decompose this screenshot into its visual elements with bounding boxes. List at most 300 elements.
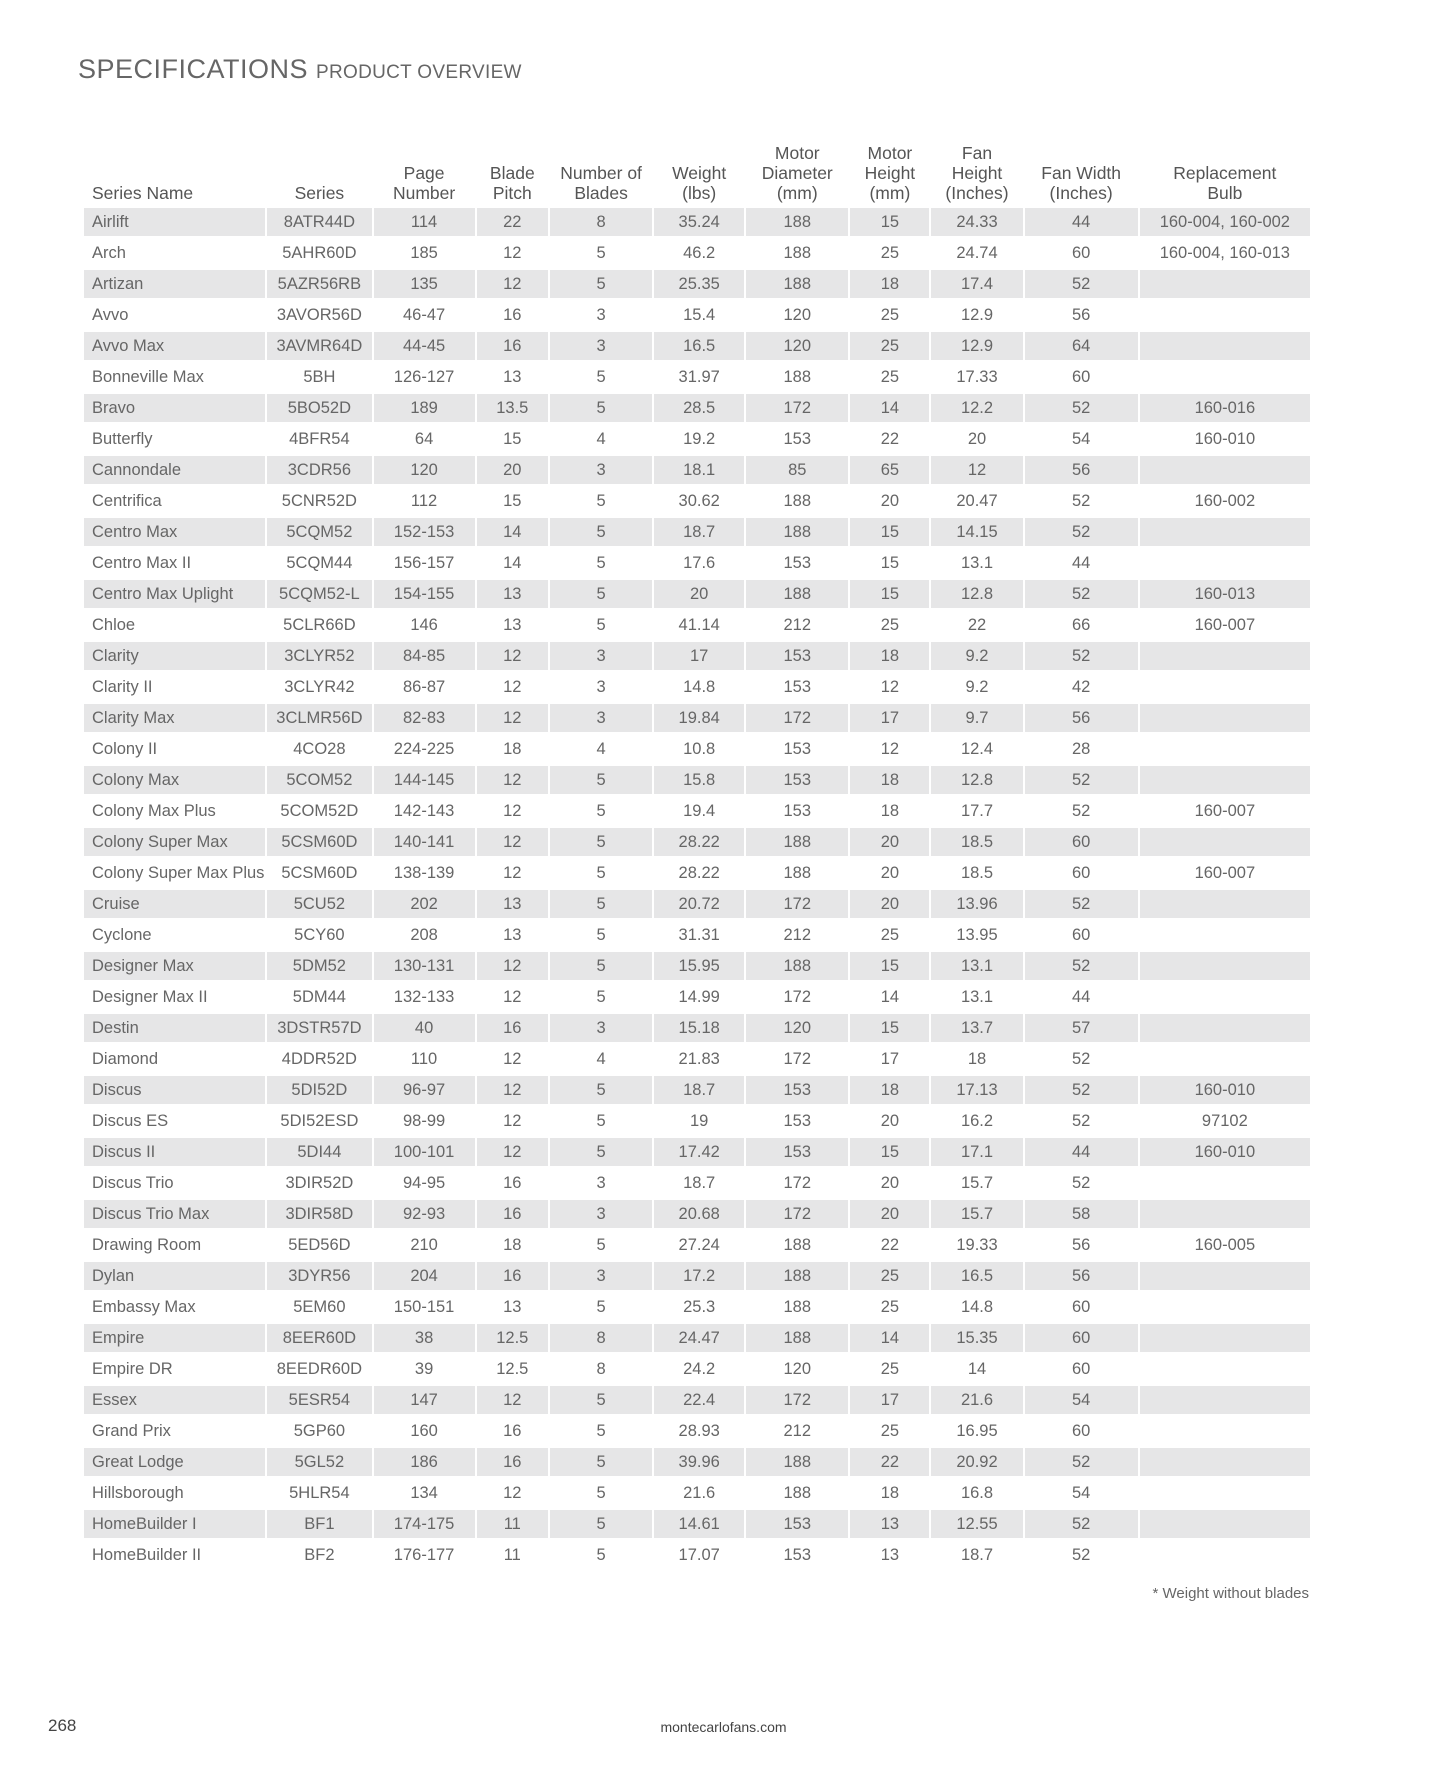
table-cell: Embassy Max (92, 1297, 196, 1316)
table-cell: Colony Max (84, 766, 265, 794)
table-cell: 12 (503, 987, 522, 1006)
table-cell: 153 (783, 1545, 812, 1564)
table-cell: 13.95 (956, 925, 998, 944)
table-row (84, 1417, 1310, 1445)
table-cell (1140, 673, 1310, 701)
table-cell: 15 (850, 1138, 929, 1166)
table-cell: 22 (850, 1448, 929, 1476)
column-header (850, 143, 929, 205)
table-cell: 188 (783, 367, 812, 386)
table-cell: 52 (1025, 1510, 1138, 1538)
table-cell (1140, 1386, 1310, 1414)
table-cell: 18.5 (931, 828, 1022, 856)
table-cell: 188 (746, 208, 848, 236)
table-cell: 153 (746, 1138, 848, 1166)
table-cell: 153 (783, 429, 812, 448)
table-row (84, 859, 1310, 887)
table-cell: 15 (850, 208, 929, 236)
table-cell: 17.1 (931, 1138, 1022, 1166)
table-cell: 8ATR44D (267, 208, 371, 236)
table-cell: 144-145 (374, 766, 475, 794)
table-cell: 172 (746, 704, 848, 732)
table-cell: 60 (1025, 828, 1138, 856)
table-cell: Centrifica (92, 491, 162, 510)
table-cell: 12 (477, 642, 548, 670)
column-header-line: Replacement (1173, 163, 1277, 183)
table-cell: 15 (850, 580, 929, 608)
table-cell: 188 (746, 270, 848, 298)
table-cell: 160-010 (1140, 1076, 1310, 1104)
table-cell: 25 (880, 305, 900, 324)
table-cell: 160-007 (1194, 801, 1256, 820)
table-cell: 208 (410, 925, 438, 944)
table-cell: 52 (1071, 1049, 1091, 1068)
table-cell (1140, 766, 1310, 794)
table-cell: 4 (596, 1049, 606, 1068)
table-cell: 54 (1071, 429, 1091, 448)
table-cell: 5 (550, 1138, 652, 1166)
table-cell: 112 (410, 491, 438, 510)
table-cell: 5 (596, 243, 606, 262)
table-cell: 172 (746, 394, 848, 422)
table-cell: 17.2 (654, 1262, 744, 1290)
table-cell: Butterfly (92, 429, 153, 448)
header-row (84, 143, 1310, 205)
table-cell: 212 (783, 1421, 812, 1440)
table-cell: 18.7 (654, 1076, 744, 1104)
table-cell: 212 (783, 615, 812, 634)
website-url: montecarlofans.com (660, 1719, 787, 1735)
table-cell (1140, 1045, 1310, 1073)
table-cell: 35.24 (654, 208, 744, 236)
table-cell: 3 (596, 677, 606, 696)
column-header-line: Number of (560, 163, 642, 183)
table-cell: 13 (503, 925, 522, 944)
table-cell: 20 (477, 456, 548, 484)
table-cell: 5 (550, 270, 652, 298)
table-cell: 60 (1071, 243, 1091, 262)
table-cell: 140-141 (374, 828, 475, 856)
table-cell: 12 (503, 1483, 522, 1502)
table-cell: 147 (374, 1386, 475, 1414)
table-cell (1140, 1293, 1310, 1321)
table-cell: 12 (880, 677, 900, 696)
table-cell (1140, 363, 1310, 391)
table-cell: 189 (374, 394, 475, 422)
column-header-line: Weight (672, 163, 727, 183)
table-cell: 15 (880, 553, 900, 572)
table-cell: 5CSM60D (281, 863, 358, 882)
table-cell: 5DM44 (292, 987, 346, 1006)
table-cell: Bravo (84, 394, 265, 422)
table-cell: 5DI52D (267, 1076, 371, 1104)
table-row (84, 797, 1310, 825)
table-cell: 5DM52 (267, 952, 371, 980)
table-cell: 15.95 (654, 952, 744, 980)
table-cell: 19.2 (683, 429, 716, 448)
table-cell: 39 (414, 1359, 434, 1378)
table-cell: 5BH (303, 367, 336, 386)
table-cell: Discus Trio (92, 1173, 174, 1192)
table-cell: 120 (746, 332, 848, 360)
table-row (84, 332, 1310, 360)
table-cell: 5CLR66D (283, 615, 356, 634)
table-cell: Artizan (84, 270, 265, 298)
table-cell: 12 (477, 1076, 548, 1104)
table-cell: 172 (746, 1386, 848, 1414)
table-cell: 85 (746, 456, 848, 484)
table-cell: 146 (410, 615, 438, 634)
table-cell: 5 (550, 890, 652, 918)
table-cell: 153 (783, 801, 812, 820)
page-number: 268 (48, 1716, 77, 1735)
table-cell: 13.1 (960, 987, 994, 1006)
table-cell: 12 (477, 952, 548, 980)
table-cell: 15 (503, 429, 522, 448)
table-cell: 18 (880, 1483, 900, 1502)
table-cell: 12 (477, 766, 548, 794)
table-cell: Discus II (84, 1138, 265, 1166)
table-cell: 18.7 (960, 1545, 994, 1564)
table-cell: 17.6 (683, 553, 716, 572)
table-cell: 150-151 (393, 1297, 455, 1316)
table-cell: 11 (477, 1510, 548, 1538)
table-cell: 12.4 (960, 739, 994, 758)
table-cell: 52 (1025, 394, 1138, 422)
table-cell: 17 (850, 704, 929, 732)
table-row (84, 1107, 1310, 1135)
table-cell: 18 (850, 1076, 929, 1104)
table-cell: 97102 (1201, 1111, 1248, 1130)
table-cell: 12 (931, 456, 1022, 484)
table-cell: 5GL52 (267, 1448, 371, 1476)
table-row (84, 487, 1310, 515)
table-row (84, 363, 1310, 391)
table-cell: 160-010 (1194, 429, 1256, 448)
table-cell: 12 (477, 704, 548, 732)
table-cell: Centro Max (84, 518, 265, 546)
table-row (84, 549, 1310, 577)
table-cell: 60 (1071, 1359, 1091, 1378)
table-cell: 20.92 (931, 1448, 1022, 1476)
table-cell: 5ESR54 (267, 1386, 371, 1414)
table-cell: HomeBuilder I (84, 1510, 265, 1538)
table-cell: 210 (410, 1235, 438, 1254)
table-cell: 134 (410, 1483, 438, 1502)
table-cell: 156-157 (393, 553, 455, 572)
table-cell: 188 (783, 491, 812, 510)
table-row (84, 208, 1310, 236)
table-cell: 30.62 (678, 491, 720, 510)
table-cell: 3CLYR42 (284, 677, 355, 696)
table-cell: 20 (850, 1200, 929, 1228)
table-cell: 20.68 (654, 1200, 744, 1228)
table-cell: 5HLR54 (289, 1483, 350, 1502)
table-cell: 5 (596, 1111, 606, 1130)
table-cell: 52 (1025, 580, 1138, 608)
column-header-line: (Inches) (1049, 183, 1113, 203)
table-cell: 96-97 (374, 1076, 475, 1104)
column-header-line: Page (403, 163, 445, 183)
table-cell: 20 (967, 429, 987, 448)
table-cell: 15.8 (654, 766, 744, 794)
table-cell: Diamond (92, 1049, 159, 1068)
column-header (1140, 143, 1310, 205)
table-cell: 52 (1025, 642, 1138, 670)
table-row (84, 1324, 1310, 1352)
column-header (374, 143, 475, 205)
table-cell: 13.7 (931, 1014, 1022, 1042)
table-cell: 20 (850, 890, 929, 918)
table-cell: Centro Max II (92, 553, 192, 572)
table-cell: 5 (550, 1510, 652, 1538)
table-cell (1140, 549, 1310, 577)
table-cell: 57 (1025, 1014, 1138, 1042)
column-header (654, 143, 744, 205)
table-cell: 15.4 (683, 305, 716, 324)
table-cell: 15 (503, 491, 522, 510)
table-cell: 160-007 (1194, 863, 1256, 882)
table-cell: 15 (850, 518, 929, 546)
table-cell: 5GP60 (293, 1421, 346, 1440)
table-row (84, 1045, 1310, 1073)
table-cell: 22.4 (654, 1386, 744, 1414)
table-cell (1140, 1200, 1310, 1228)
table-cell: 13.96 (931, 890, 1022, 918)
table-cell: 54 (1025, 1386, 1138, 1414)
table-cell: 5ED56D (288, 1235, 351, 1254)
table-row (84, 1231, 1310, 1259)
table-cell: 5BO52D (267, 394, 371, 422)
table-cell: 19 (689, 1111, 709, 1130)
table-cell: 16 (503, 1421, 522, 1440)
table-cell (1140, 828, 1310, 856)
table-cell: 13 (503, 1297, 522, 1316)
table-cell: 5 (596, 987, 606, 1006)
table-cell: 3DIR58D (267, 1200, 371, 1228)
table-cell: Discus Trio Max (84, 1200, 265, 1228)
table-row (84, 301, 1310, 329)
table-cell: Colony II (92, 739, 158, 758)
table-row (84, 1169, 1310, 1197)
table-cell: 11 (503, 1545, 521, 1564)
table-cell: Discus ES (92, 1111, 169, 1130)
table-cell: 20 (880, 1173, 900, 1192)
table-cell: 3 (550, 1014, 652, 1042)
table-cell: 25 (880, 243, 900, 262)
table-cell: 172 (746, 890, 848, 918)
table-cell: 22 (880, 429, 900, 448)
table-cell (1140, 921, 1310, 949)
table-cell: 52 (1025, 1448, 1138, 1476)
table-cell (1140, 301, 1310, 329)
table-cell: 21.6 (683, 1483, 716, 1502)
table-cell: 9.7 (931, 704, 1022, 732)
table-cell (1140, 1169, 1310, 1197)
footnote: * Weight without blades (1152, 1585, 1309, 1602)
table-cell: 5 (550, 394, 652, 422)
table-cell: 44 (1025, 1138, 1138, 1166)
column-header (550, 143, 652, 205)
table-cell: 19.84 (654, 704, 744, 732)
table-cell: 172 (783, 1173, 812, 1192)
table-cell: 10.8 (683, 739, 716, 758)
table-row (84, 1293, 1310, 1321)
table-row (84, 1014, 1310, 1042)
table-cell: 188 (746, 952, 848, 980)
table-cell: 21.83 (678, 1049, 720, 1068)
table-row (84, 673, 1310, 701)
table-cell: 5COM52 (267, 766, 371, 794)
table-row (84, 704, 1310, 732)
table-cell: Dylan (84, 1262, 265, 1290)
table-cell: 16 (477, 1200, 548, 1228)
column-header-line: (mm) (869, 183, 911, 203)
table-cell: 16 (477, 1014, 548, 1042)
column-header-line: Series (294, 183, 345, 203)
table-row (84, 518, 1310, 546)
table-cell: 3 (550, 1200, 652, 1228)
table-cell: 52 (1071, 1111, 1091, 1130)
table-cell: 19.33 (956, 1235, 998, 1254)
table-cell: 46.2 (683, 243, 716, 262)
table-body (84, 208, 1310, 1569)
page-title (78, 54, 522, 85)
table-cell: 24.33 (931, 208, 1022, 236)
table-cell: 16.8 (960, 1483, 994, 1502)
table-cell: 25 (850, 1262, 929, 1290)
table-cell: 14 (477, 518, 548, 546)
table-cell: 5 (596, 1421, 606, 1440)
table-cell: 110 (410, 1049, 438, 1068)
table-cell (1140, 332, 1310, 360)
table-cell: 13 (880, 1545, 900, 1564)
table-cell: 126-127 (393, 367, 455, 386)
table-cell: 3 (550, 1262, 652, 1290)
table-cell: 18 (880, 801, 900, 820)
table-cell (1140, 1014, 1310, 1042)
table-cell: 17 (850, 1386, 929, 1414)
table-cell: 52 (1071, 491, 1091, 510)
table-cell: 160-010 (1140, 1138, 1310, 1166)
table-cell: Empire DR (92, 1359, 173, 1378)
table-cell: 22 (880, 1235, 900, 1254)
table-cell: 16.5 (931, 1262, 1022, 1290)
table-cell: 17.13 (931, 1076, 1022, 1104)
table-cell: 5DI44 (267, 1138, 371, 1166)
table-cell (1140, 1479, 1310, 1507)
table-cell: BF1 (267, 1510, 371, 1538)
table-cell: 31.97 (678, 367, 720, 386)
table-cell: 5 (596, 615, 606, 634)
table-cell: 28.93 (678, 1421, 720, 1440)
table-cell: 14.99 (678, 987, 720, 1006)
table-cell: 160 (410, 1421, 438, 1440)
table-cell: 64 (1025, 332, 1138, 360)
table-cell: 18.7 (683, 1173, 716, 1192)
table-cell: 18 (850, 766, 929, 794)
column-header (84, 143, 265, 205)
table-cell: 28.22 (678, 863, 720, 882)
table-cell: 25 (880, 367, 900, 386)
table-cell (1140, 270, 1310, 298)
table-cell: 44 (1071, 553, 1091, 572)
table-cell: 25.35 (654, 270, 744, 298)
table-cell: Designer Max II (92, 987, 208, 1006)
column-header (477, 143, 548, 205)
table-cell: 5 (596, 801, 606, 820)
table-cell: 14 (850, 1324, 929, 1352)
table-cell: 12 (503, 801, 522, 820)
table-row (84, 1448, 1310, 1476)
table-cell: 174-175 (374, 1510, 475, 1538)
table-cell: 12.8 (931, 580, 1022, 608)
table-cell: 94-95 (402, 1173, 446, 1192)
table-cell: 120 (783, 305, 812, 324)
table-cell: 18 (503, 1235, 522, 1254)
table-cell: 142-143 (393, 801, 455, 820)
table-cell: 12.2 (931, 394, 1022, 422)
table-cell: 15.35 (931, 1324, 1022, 1352)
table-cell: 8EER60D (267, 1324, 371, 1352)
table-cell (1140, 952, 1310, 980)
column-header-line: Fan (961, 143, 993, 163)
table-cell: 5 (596, 1297, 606, 1316)
column-header-line: Number (392, 183, 456, 203)
table-row (84, 1076, 1310, 1104)
table-cell: 13 (503, 615, 522, 634)
table-cell: 14 (850, 394, 929, 422)
table-cell: 16 (503, 305, 522, 324)
table-cell: 60 (1071, 1297, 1091, 1316)
table-cell: 14.8 (683, 677, 716, 696)
table-cell: 15.7 (960, 1173, 994, 1192)
table-cell: 202 (374, 890, 475, 918)
table-cell: Cannondale (84, 456, 265, 484)
table-cell: 13 (503, 367, 522, 386)
table-cell: 8 (550, 208, 652, 236)
table-cell: 3 (550, 332, 652, 360)
table-cell: 18.1 (654, 456, 744, 484)
table-cell: 12.9 (931, 332, 1022, 360)
table-cell (1140, 1510, 1310, 1538)
table-cell: 160-013 (1140, 580, 1310, 608)
table-cell: 13.1 (931, 952, 1022, 980)
table-cell (1140, 983, 1310, 1011)
table-cell: 153 (783, 1111, 812, 1130)
table-cell: 15 (850, 952, 929, 980)
column-header-line: Motor (774, 143, 820, 163)
table-cell: 56 (1025, 704, 1138, 732)
table-cell: Designer Max (84, 952, 265, 980)
table-cell: Avvo Max (84, 332, 265, 360)
table-cell: 186 (374, 1448, 475, 1476)
table-cell: Colony Max Plus (92, 801, 216, 820)
table-row (84, 1386, 1310, 1414)
table-cell: 8 (550, 1324, 652, 1352)
table-cell: 27.24 (678, 1235, 720, 1254)
table-cell: 25 (880, 925, 900, 944)
table-cell: 154-155 (374, 580, 475, 608)
table-cell: 188 (783, 243, 812, 262)
table-row (84, 1479, 1310, 1507)
table-cell: 52 (1025, 518, 1138, 546)
table-cell: 3CLYR52 (267, 642, 371, 670)
table-cell: 25 (880, 1421, 900, 1440)
table-cell: 5AHR60D (282, 243, 357, 262)
table-cell (1140, 1355, 1310, 1383)
table-cell: 28 (1071, 739, 1091, 758)
